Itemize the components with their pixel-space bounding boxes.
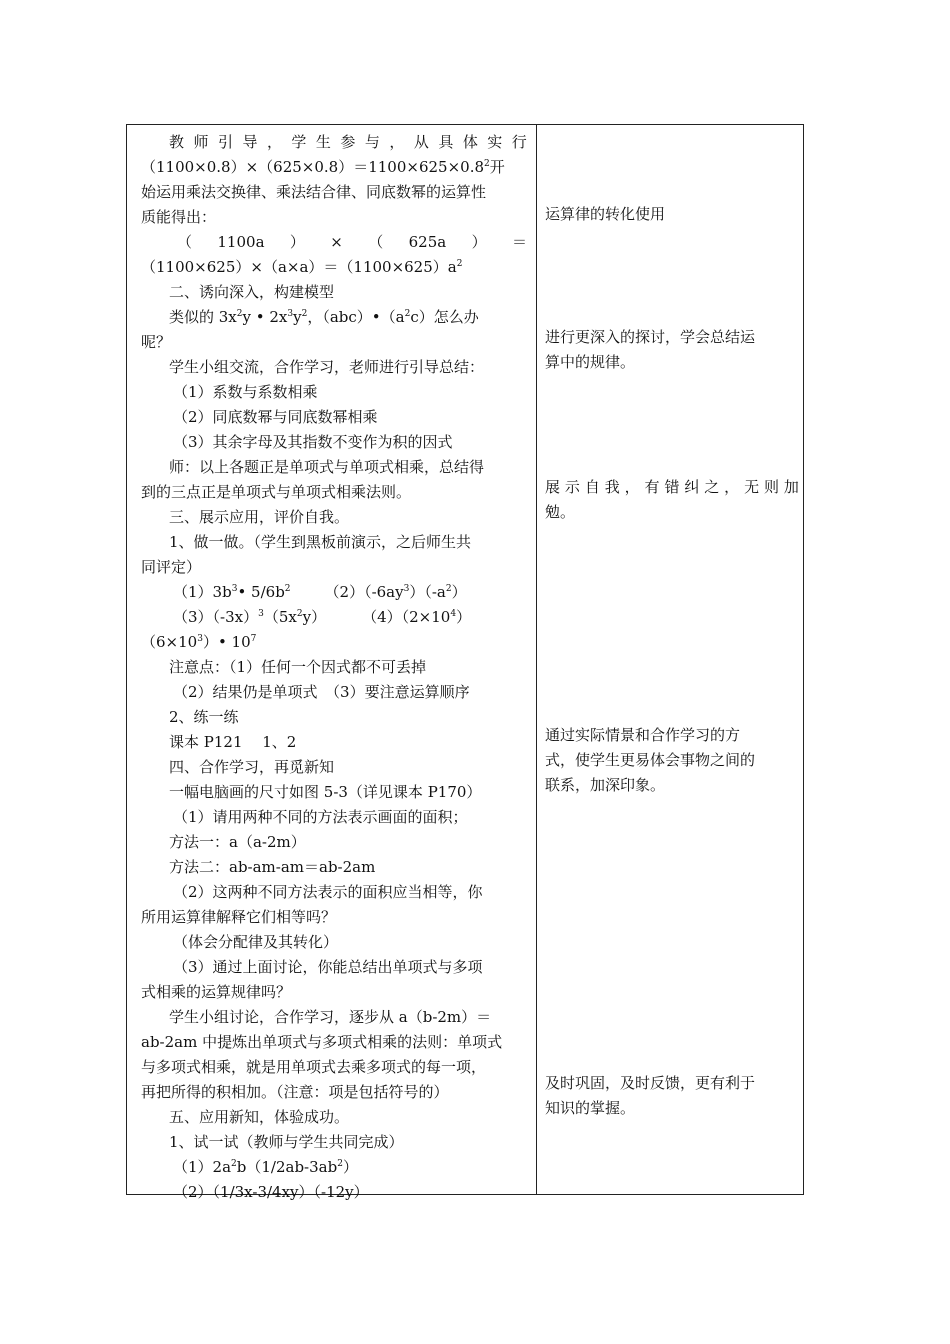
- line-43: （2）（1/3x-3/4xy）（-12y）: [173, 1183, 369, 1201]
- column-divider: [536, 125, 537, 1194]
- line-37: ab-2am 中提炼出单项式与多项式相乘的法则：单项式: [141, 1033, 503, 1051]
- section-5-heading: 五、应用新知，体验成功。: [169, 1108, 350, 1126]
- line-22: 注意点：（1）任何一个因式都不可丢掉: [169, 658, 427, 676]
- line-8: 类似的 $3x^2y$ • $2x^3y^2$，$(abc)•(a^2c)$怎么办: [169, 308, 479, 326]
- line-41: 1、试一试（教师与学生共同完成）: [169, 1133, 404, 1151]
- design-note-1: 运算律的转化使用: [545, 205, 666, 223]
- section-3-heading: 三、展示应用，评价自我。: [169, 508, 350, 526]
- line-6: $(1100\times 625)\times(a\times a)=(1100\times 625)a^2$: [141, 258, 463, 276]
- line-27: 一幅电脑画的尺寸如图 5-3（详见课本 P170）: [169, 783, 482, 801]
- line-12: （2）同底数幂与同底数幂相乘: [173, 408, 378, 426]
- line-9: 呢？: [141, 333, 172, 351]
- line-29: 方法一：a（a-2m）: [169, 833, 306, 851]
- line-5: （ 1100a ） × （ 625a ） ＝: [177, 233, 527, 251]
- line-19: $(1)3b^3•$ $5/6b^2$ $(2)(-6ay^3)(-a^2)$: [173, 583, 467, 601]
- line-10: 学生小组交流，合作学习，老师进行引导总结：: [169, 358, 485, 376]
- line-39: 再把所得的积相加。（注意：项是包括符号的）: [141, 1083, 449, 1101]
- section-4-heading: 四、合作学习，再觅新知: [169, 758, 335, 776]
- line-34: （3）通过上面讨论，你能总结出单项式与多项: [173, 958, 483, 976]
- line-3: 始运用乘法交换律、乘法结合律、同底数幂的运算性: [141, 183, 487, 201]
- line-38: 与多项式相乘，就是用单项式去乘多项式的每一项，: [141, 1058, 487, 1076]
- design-note-2: 进行更深入的探讨，学会总结运 算中的规律。: [545, 328, 756, 371]
- line-33: （体会分配律及其转化）: [173, 933, 339, 951]
- section-2-heading: 二、诱向深入，构建模型: [169, 283, 335, 301]
- line-30: 方法二：ab-am-am＝ab-2am: [169, 858, 376, 876]
- line-17: 1、做一做。（学生到黑板前演示，之后师生共: [169, 533, 472, 551]
- design-note-4: 通过实际情景和合作学习的方 式，使学生更易体会事物之间的 联系，加深印象。: [545, 726, 756, 794]
- line-14: 师：以上各题正是单项式与单项式相乘，总结得: [169, 458, 485, 476]
- line-23: （2）结果仍是单项式 （3）要注意运算顺序: [173, 683, 470, 701]
- line-35: 式相乘的运算规律吗？: [141, 983, 292, 1001]
- line-36: 学生小组讨论，合作学习，逐步从 a（b-2m）＝: [169, 1008, 492, 1026]
- line-25: 课本 P121 1、2: [169, 733, 297, 751]
- line-21: $(6\times 10^3)•$ $10^7$: [141, 633, 257, 651]
- design-note-5: 及时巩固，及时反馈，更有利于 知识的掌握。: [545, 1074, 756, 1117]
- line-42: $(1)2a^2b(1/2ab-3ab^2)$: [173, 1158, 358, 1176]
- design-note-3: 展 示 自 我 ， 有 错 纠 之 ， 无 则 加 勉。: [545, 478, 799, 521]
- line-32: 所用运算律解释它们相等吗？: [141, 908, 337, 926]
- line-11: （1）系数与系数相乘: [173, 383, 318, 401]
- line-18: 同评定）: [141, 558, 202, 576]
- line-4: 质能得出：: [141, 208, 217, 226]
- line-20: $(3)(-3x)^3(5x^2y)$ $(4)(2\times 10^4)$: [173, 608, 472, 626]
- line-28: （1）请用两种不同的方法表示画面的面积；: [173, 808, 468, 826]
- line-1: 教 师 引 导 ， 学 生 参 与 ， 从 具 体 实 行: [169, 133, 527, 151]
- line-13: （3）其余字母及其指数不变作为积的因式: [173, 433, 453, 451]
- line-15: 到的三点正是单项式与单项式相乘法则。: [141, 483, 412, 501]
- line-31: （2）这两种不同方法表示的面积应当相等，你: [173, 883, 483, 901]
- teaching-content-column: [141, 130, 527, 1205]
- line-2: $(1100\times 0.8)\times(625\times 0.8)=1100\times 625\times 0.8^2$开: [141, 158, 505, 176]
- lesson-table: [126, 124, 804, 1201]
- line-24: 2、练一练: [169, 708, 239, 726]
